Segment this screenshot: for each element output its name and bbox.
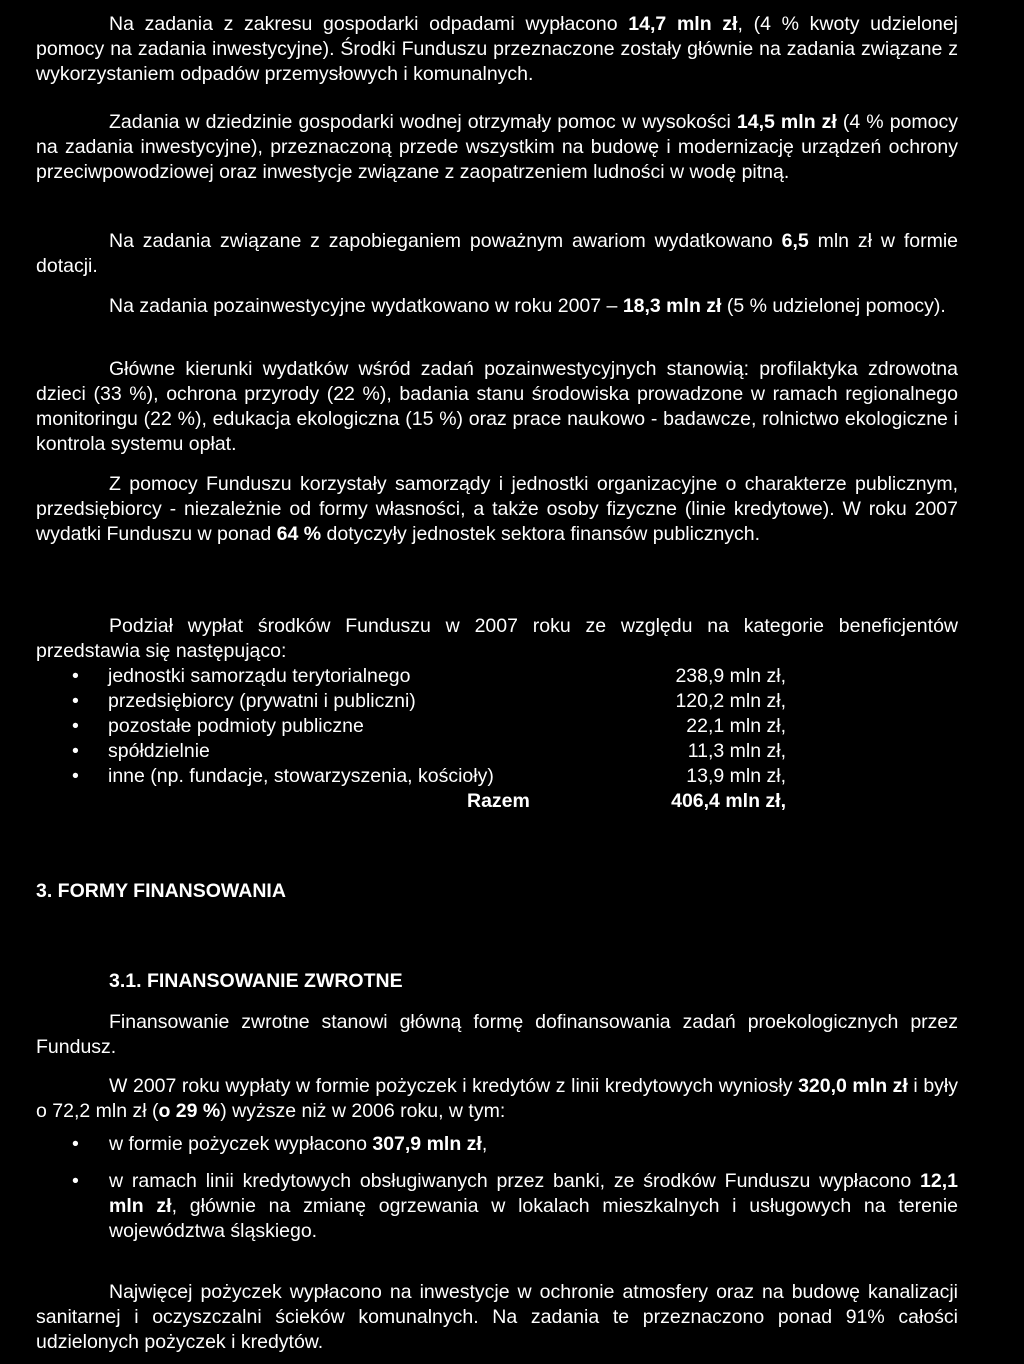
beneficiary-amount: 22,1 mln zł, [686,715,786,737]
paragraph-beneficiaries-info [36,472,958,547]
paragraph-most-loans: Najwięcej pożyczek wypłacono na inwestycje w ochronie atmosfery oraz na budowę kanalizacji sanitarnej i oczyszczalni ścieków komunalnych. Na zadania te przeznaczono ponad 91% całości udzielonych pożyczek i kredytów. [36,1281,958,1353]
total-amount: 406,4 mln zł, [671,790,786,812]
beneficiary-name: inne (np. fundacje, stowarzyszenia, kościoły) [108,765,494,787]
text: Na zadania z zakresu gospodarki odpadami wypłacono [109,13,629,35]
text: Z pomocy Funduszu korzystały samorządy i jednostki organizacyjne o charakterze publicznym, przedsiębiorcy - niezależnie od formy własności, a także osoby fizyczne (linie kredytowe). W roku 2007 wydatki Funduszu w ponad [36,473,958,545]
bold-amount: 307,9 mln zł [372,1133,482,1155]
beneficiaries-list [36,664,958,814]
paragraph-loans-2007 [36,1074,958,1124]
text: (4 % pomocy na zadania inwestycyjne), przeznaczoną przede wszystkim na budowę i modernizację urządzeń ochrony przeciwpowodziowej oraz inwestycje związane z zaopatrzeniem ludności w wodę pitną. [36,111,958,183]
total-row [36,789,958,814]
bold-amount: 64 % [276,523,322,545]
paragraph-accidents [36,229,958,279]
list-item [36,1132,958,1157]
section-heading: 3. FORMY FINANSOWANIA [36,880,286,902]
text: Zadania w dziedzinie gospodarki wodnej otrzymały pomoc w wysokości [109,111,737,133]
bullet-icon: • [72,665,79,687]
total-label: Razem [467,790,530,812]
loans-breakdown-list [36,1132,958,1244]
list-item [36,664,958,689]
text: i były o 72,2 mln zł ( [36,1075,958,1122]
bullet-icon: • [72,1133,79,1155]
list-item [36,739,958,764]
text: , (4 % kwoty udzielonej pomocy na zadania inwestycyjne). Środki Funduszu przeznaczone zostały głównie na zadania związane z wykorzystaniem odpadów przemysłowych i komunalnych. [36,13,958,85]
text: dotyczyły jednostek sektora finansów publicznych. [321,523,761,545]
bold-amount: 14,5 mln zł [736,111,837,133]
beneficiary-amount: 120,2 mln zł, [675,690,786,712]
text: w ramach linii kredytowych obsługiwanych przez banki, ze środków Funduszu wypłacono [109,1170,921,1192]
paragraph-distribution-intro: Podział wypłat środków Funduszu w 2007 roku ze względu na kategorie beneficjentów przedstawia się następująco: [36,615,958,662]
bold-percent: o 29 % [158,1100,221,1122]
beneficiary-amount: 13,9 mln zł, [686,765,786,787]
beneficiary-amount: 238,9 mln zł, [675,665,786,687]
beneficiary-name: pozostałe podmioty publiczne [108,715,364,737]
bold-amount: 18,3 mln zł [622,295,722,317]
beneficiary-name: jednostki samorządu terytorialnego [108,665,411,687]
bold-amount: 12,1 mln zł [109,1170,958,1217]
bold-amount: 6,5 [781,230,809,252]
subsection-heading: 3.1. FINANSOWANIE ZWROTNE [109,970,403,992]
list-item [36,764,958,789]
paragraph-return-financing: Finansowanie zwrotne stanowi główną formę dofinansowania zadań proekologicznych przez Fundusz. [36,1011,958,1058]
paragraph-directions: Główne kierunki wydatków wśród zadań pozainwestycyjnych stanowią: profilaktyka zdrowotna dzieci (33 %), ochrona przyrody (22 %), badania stanu środowiska prowadzone w ramach regionalnego monitoringu (22 %), edukacja ekologiczna (15 %) oraz prace naukowo - badawcze, rolnictwo ekologiczne i kontrola systemu opłat. [36,358,958,455]
text: Na zadania związane z zapobieganiem poważnym awariom wydatkowano [109,230,782,252]
text: , głównie na zmianę ogrzewania w lokalach mieszkalnych i usługowych na terenie województwa śląskiego. [109,1195,958,1242]
text: Na zadania pozainwestycyjne wydatkowano w roku 2007 – [109,295,623,317]
text: , [481,1133,488,1155]
beneficiary-name: przedsiębiorcy (prywatni i publiczni) [108,690,416,712]
text: (5 % udzielonej pomocy). [721,295,946,317]
paragraph-waste [36,12,958,87]
bullet-icon: • [72,715,79,737]
beneficiary-amount: 11,3 mln zł, [687,740,786,762]
text: w formie pożyczek wypłacono [109,1133,373,1155]
bullet-icon: • [72,740,79,762]
list-item [36,714,958,739]
bullet-icon: • [72,765,79,787]
bullet-icon: • [72,1170,79,1192]
text: mln zł w formie dotacji. [36,230,958,277]
bullet-icon: • [72,690,79,712]
bold-amount: 320,0 mln zł [798,1075,908,1097]
list-item [36,689,958,714]
text: ) wyższe niż w 2006 roku, w tym: [220,1100,506,1122]
paragraph-water [36,110,958,185]
text: W 2007 roku wypłaty w formie pożyczek i kredytów z linii kredytowych wyniosły [109,1075,799,1097]
beneficiary-name: spółdzielnie [108,740,210,762]
list-item [36,1169,958,1244]
bold-amount: 14,7 mln zł [628,13,738,35]
paragraph-noninvestment [36,294,958,319]
